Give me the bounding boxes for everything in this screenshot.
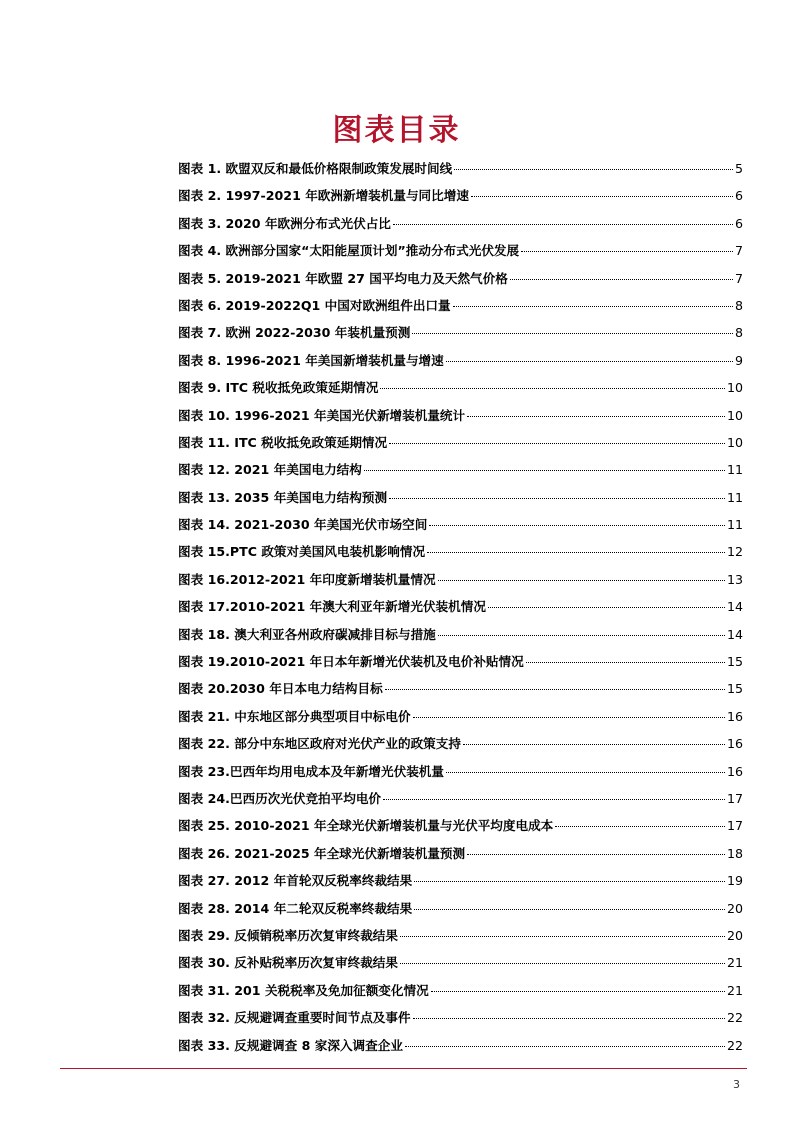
toc-entry[interactable]	[178, 624, 743, 651]
toc-leader-dots	[429, 525, 725, 526]
toc-leader-dots	[438, 635, 725, 636]
toc-entry[interactable]	[178, 788, 743, 815]
toc-entry-label[interactable]: 图表 4. 欧洲部分国家“太阳能屋顶计划”推动分布式光伏发展	[178, 243, 520, 259]
toc-leader-dots	[383, 799, 725, 800]
toc-entry-page[interactable]: 20	[726, 927, 743, 943]
toc-entry-label[interactable]: 图表 1. 欧盟双反和最低价格限制政策发展时间线	[178, 161, 453, 176]
toc-entry-page[interactable]: 12	[726, 544, 743, 560]
toc-entry-page[interactable]: 11	[726, 517, 743, 533]
toc-entry-page[interactable]: 6	[734, 188, 743, 204]
toc-entry-label[interactable]: 图表 9. ITC 税收抵免政策延期情况	[178, 380, 379, 396]
toc-entry-page[interactable]: 7	[734, 270, 743, 286]
toc-entry-page[interactable]: 10	[726, 434, 743, 450]
toc-entry-page[interactable]: 17	[726, 790, 743, 806]
toc-entry-label[interactable]: 图表 33. 反规避调查 8 家深入调查企业	[178, 1037, 403, 1053]
toc-entry[interactable]	[178, 295, 743, 322]
toc-entry-page[interactable]: 9	[734, 352, 743, 368]
toc-entry-page[interactable]: 22	[726, 1010, 743, 1026]
footer-divider	[60, 1068, 747, 1069]
toc-entry[interactable]	[178, 569, 743, 596]
toc-entry-page[interactable]: 8	[734, 297, 743, 313]
toc-leader-dots	[393, 224, 733, 225]
toc-leader-dots	[380, 388, 725, 389]
toc-leader-dots	[389, 443, 725, 444]
toc-entry-label[interactable]: 图表 23.巴西年均用电成本及年新增光伏装机量	[178, 763, 444, 779]
toc-entry-page[interactable]: 22	[726, 1037, 743, 1053]
toc-leader-dots	[413, 1018, 725, 1019]
toc-entry-page[interactable]: 18	[726, 845, 743, 861]
toc-entry[interactable]	[178, 651, 743, 678]
toc-entry-page[interactable]: 15	[726, 654, 743, 670]
toc-leader-dots	[389, 498, 725, 499]
toc-entry-label[interactable]: 图表 32. 反规避调查重要时间节点及事件	[178, 1010, 411, 1026]
toc-entry-page[interactable]: 14	[726, 626, 743, 642]
toc-entry[interactable]	[178, 706, 743, 733]
toc-leader-dots	[405, 1046, 725, 1047]
toc-entry-page[interactable]: 11	[726, 462, 743, 478]
toc-entry-label[interactable]: 图表 20.2030 年日本电力结构目标	[178, 681, 383, 697]
toc-entry-label[interactable]: 图表 10. 1996-2021 年美国光伏新增装机量统计	[178, 407, 466, 423]
page-number: 3	[733, 1078, 740, 1091]
toc-entry[interactable]	[178, 952, 743, 979]
toc-entry[interactable]	[178, 815, 743, 842]
toc-entry[interactable]	[178, 432, 743, 459]
toc-leader-dots	[427, 552, 725, 553]
toc-entry-page[interactable]: 5	[734, 161, 743, 176]
toc-leader-dots	[438, 580, 725, 581]
toc-entry[interactable]	[178, 377, 743, 404]
toc-entry-label[interactable]: 图表 19.2010-2021 年日本年新增光伏装机及电价补贴情况	[178, 654, 524, 670]
toc-leader-dots	[454, 169, 733, 170]
toc-entry[interactable]	[178, 596, 743, 623]
toc-entry-label[interactable]: 图表 18. 澳大利亚各州政府碳减排目标与措施	[178, 626, 436, 642]
toc-entry-page[interactable]: 20	[726, 900, 743, 916]
toc-leader-dots	[488, 607, 725, 608]
toc-entry[interactable]	[178, 733, 743, 760]
toc-entry[interactable]	[178, 322, 743, 349]
toc-entry[interactable]	[178, 350, 743, 377]
toc-entry-label[interactable]: 图表 31. 201 关税税率及免加征额变化情况	[178, 982, 429, 998]
toc-entry-label[interactable]: 图表 29. 反倾销税率历次复审终裁结果	[178, 927, 398, 943]
toc-leader-dots	[521, 251, 733, 252]
toc-leader-dots	[400, 963, 725, 964]
page-title: 图表目录	[332, 113, 461, 148]
toc-entry-page[interactable]: 15	[726, 681, 743, 697]
toc-leader-dots	[414, 909, 725, 910]
toc-entry[interactable]	[178, 405, 743, 432]
toc-entry-label[interactable]: 图表 11. ITC 税收抵免政策延期情况	[178, 434, 388, 450]
toc-entry[interactable]	[178, 459, 743, 486]
toc-entry[interactable]	[178, 843, 743, 870]
toc-entry-label[interactable]: 图表 24.巴西历次光伏竞拍平均电价	[178, 790, 382, 806]
toc-leader-dots	[413, 717, 725, 718]
toc-leader-dots	[463, 744, 725, 745]
toc-entry[interactable]	[178, 213, 743, 240]
toc-entry-page[interactable]: 19	[726, 873, 743, 889]
toc-entry-page[interactable]: 7	[734, 243, 743, 259]
toc-entry[interactable]	[178, 678, 743, 705]
toc-entry-label[interactable]: 图表 21. 中东地区部分典型项目中标电价	[178, 708, 411, 724]
toc-entry-label[interactable]: 图表 7. 欧洲 2022-2030 年装机量预测	[178, 325, 411, 341]
toc-entry-label[interactable]: 图表 14. 2021-2030 年美国光伏市场空间	[178, 517, 428, 533]
toc-entry-page[interactable]: 6	[734, 215, 743, 231]
toc-entry-label[interactable]: 图表 8. 1996-2021 年美国新增装机量与增速	[178, 352, 444, 368]
toc-entry-label[interactable]: 图表 2. 1997-2021 年欧洲新增装机量与同比增速	[178, 188, 469, 204]
toc-leader-dots	[385, 689, 725, 690]
toc-entry[interactable]	[178, 185, 743, 212]
toc-leader-dots	[414, 881, 725, 882]
toc-entry[interactable]	[178, 980, 743, 1007]
toc-leader-dots	[446, 772, 725, 773]
toc-leader-dots	[412, 333, 733, 334]
toc-entry-page[interactable]: 10	[726, 407, 743, 423]
toc-entry[interactable]	[178, 158, 743, 185]
toc-entry-page[interactable]: 11	[726, 489, 743, 505]
toc-entry-page[interactable]: 17	[726, 818, 743, 834]
toc-entry-page[interactable]: 8	[734, 325, 743, 341]
toc-leader-dots	[471, 196, 733, 197]
toc-entry-label[interactable]: 图表 5. 2019-2021 年欧盟 27 国平均电力及天然气价格	[178, 270, 508, 286]
toc-entry-page[interactable]: 14	[726, 599, 743, 615]
toc-leader-dots	[510, 279, 733, 280]
toc-leader-dots	[431, 991, 725, 992]
toc-entry-page[interactable]: 13	[726, 571, 743, 587]
toc-entry-label[interactable]: 图表 26. 2021-2025 年全球光伏新增装机量预测	[178, 845, 466, 861]
toc-leader-dots	[453, 306, 733, 307]
toc-entry[interactable]	[178, 1035, 743, 1062]
toc-entry[interactable]	[178, 268, 743, 295]
toc-entry-label[interactable]: 图表 30. 反补贴税率历次复审终裁结果	[178, 955, 398, 971]
toc-entry[interactable]	[178, 514, 743, 541]
toc-entry-label[interactable]: 图表 6. 2019-2022Q1 中国对欧洲组件出口量	[178, 297, 451, 313]
toc-entry-label[interactable]: 图表 15.PTC 政策对美国风电装机影响情况	[178, 544, 426, 560]
toc-entry[interactable]	[178, 240, 743, 267]
toc-entry[interactable]	[178, 925, 743, 952]
toc-entry-page[interactable]: 21	[726, 982, 743, 998]
toc-entry-page[interactable]: 16	[726, 708, 743, 724]
toc-entry-label[interactable]: 图表 28. 2014 年二轮双反税率终裁结果	[178, 900, 413, 916]
toc-entry-label[interactable]: 图表 16.2012-2021 年印度新增装机量情况	[178, 571, 436, 587]
table-of-figures	[178, 158, 743, 1062]
toc-entry[interactable]	[178, 898, 743, 925]
toc-entry-page[interactable]: 16	[726, 736, 743, 752]
toc-entry-label[interactable]: 图表 13. 2035 年美国电力结构预测	[178, 489, 388, 505]
toc-entry[interactable]	[178, 487, 743, 514]
toc-entry-label[interactable]: 图表 27. 2012 年首轮双反税率终裁结果	[178, 873, 413, 889]
toc-entry-label[interactable]: 图表 17.2010-2021 年澳大利亚年新增光伏装机情况	[178, 599, 486, 615]
toc-entry-label[interactable]: 图表 3. 2020 年欧洲分布式光伏占比	[178, 215, 391, 231]
toc-leader-dots	[467, 416, 725, 417]
toc-entry-label[interactable]: 图表 22. 部分中东地区政府对光伏产业的政策支持	[178, 736, 461, 752]
toc-entry-page[interactable]: 16	[726, 763, 743, 779]
toc-leader-dots	[555, 826, 725, 827]
toc-entry-label[interactable]: 图表 12. 2021 年美国电力结构	[178, 462, 362, 478]
toc-entry-page[interactable]: 21	[726, 955, 743, 971]
toc-leader-dots	[526, 662, 725, 663]
toc-entry-label[interactable]: 图表 25. 2010-2021 年全球光伏新增装机量与光伏平均度电成本	[178, 818, 554, 834]
toc-entry[interactable]	[178, 870, 743, 897]
toc-entry[interactable]	[178, 761, 743, 788]
toc-leader-dots	[400, 936, 725, 937]
toc-leader-dots	[364, 470, 725, 471]
toc-entry[interactable]	[178, 1007, 743, 1034]
toc-leader-dots	[446, 361, 733, 362]
toc-leader-dots	[467, 854, 725, 855]
toc-entry-page[interactable]: 10	[726, 380, 743, 396]
toc-entry[interactable]	[178, 541, 743, 568]
